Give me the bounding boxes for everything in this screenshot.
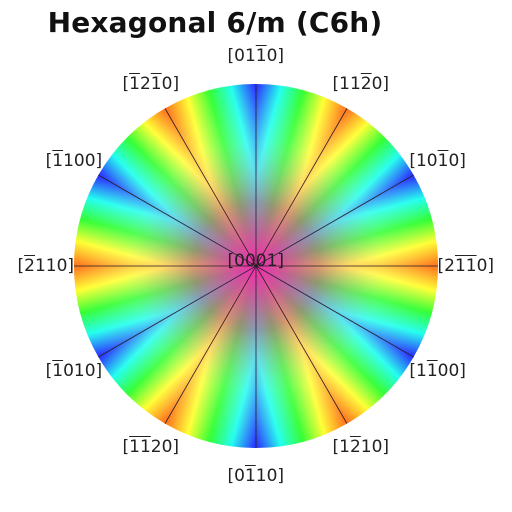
direction-label-dir-180: [2110] [17,255,75,276]
direction-label-dir-150: [1100] [45,150,103,171]
direction-label-dir-90: [0110] [227,45,285,66]
direction-label-dir-240: [1120] [122,437,180,458]
direction-label-dir-210: [1010] [45,360,103,381]
direction-label-dir-330: [1100] [409,360,466,381]
direction-label-dir-120: [1210] [122,73,180,94]
direction-label-dir-270: [0110] [227,465,285,486]
direction-label-dir-300: [1210] [332,437,390,458]
figure-title: Hexagonal 6/m (C6h) [47,6,383,39]
direction-label-dir-0: [2110] [437,255,495,276]
direction-label-dir-60: [1120] [332,73,390,94]
direction-label-dir-30: [1010] [409,150,466,171]
center-direction-label: [0001] [227,250,285,271]
